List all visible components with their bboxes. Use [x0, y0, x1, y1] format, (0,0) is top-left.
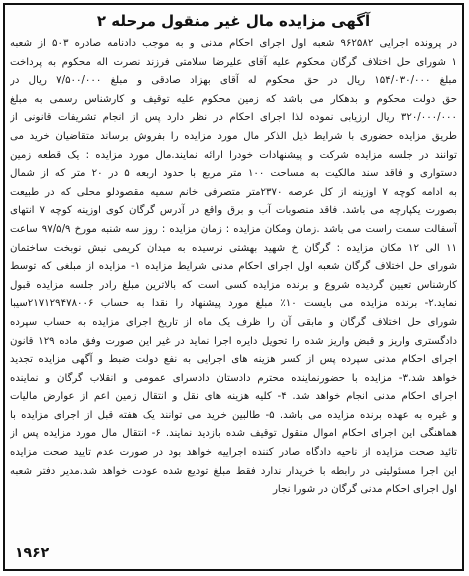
notice-line: تائید صحت مزایده از ناحیه دادگاه صادر کننده اجراییه خواهد بود در صورت عدم تایید صحت مزایده	[10, 447, 457, 459]
notice-line: کارشناس تعیین گردیده شروع و برنده مزایده کسی است که بالاترین مبلغ رادر جلسه مزایده قبول	[10, 279, 457, 291]
notice-line: دستواری و فاقد سند مالکیت به مساحت ۱۰۰ متر مربع با حدود اربعه ۵ در ۲۰ متر که از شمال	[10, 168, 457, 180]
notice-line: طریق مزایده حضوری با شرایط ذیل الذکر مال مورد مزایده را بفروش برساند متقاضیان خرید می	[10, 130, 457, 142]
notice-line: در پرونده اجرایی ۹۶۲۵۸۲ شعبه اول اجرای احکام مدنی و به موجب دادنامه صادره ۵۰۳ از شعبه	[10, 38, 457, 49]
notice-line: اجرای احکام مدنی انجام خواهد شد. ۴- کلیه هزینه های نقل و انتقال زمین اعم از عوارض مالیات	[10, 391, 457, 403]
notice-body	[10, 35, 457, 535]
notice-line: بصورت یکپارچه می باشد. فاقد منصوبات آب و برق واقع در آدرس گرگان کوی اوزینه کوچه ۷ انتهای	[10, 205, 457, 217]
notice-title: آگهی مزایده مال غیر منقول مرحله ۲	[96, 12, 371, 30]
notice-line: توانند در جلسه مزایده شرکت و پیشنهادات خودرا ارائه نمایند.مال مورد مزایده : یک قطعه زمین	[10, 149, 457, 161]
notice-line-signature: اول اجرای احکام مدنی گرگان در شورا نجار	[272, 484, 457, 496]
notice-line: خواهد شد.۳- مزایده با حضورنماینده محترم دادستان دادسرای عمومی و انقلاب گرگان و نماینده	[10, 372, 457, 384]
notice-line: ۱ شورای حل اختلاف گرگان محکوم علیه آقای علیرضا سلامتی فرزند نصرت اله محکوم به پرداخت	[10, 56, 457, 68]
notice-line: و غیره به عهده برنده مزایده می باشد. ۵- طالبین خرید می توانند یک هفته قبل از اجرای مزایده با	[10, 409, 457, 421]
notice-line: ۱۱ الی ۱۲ مکان مزایده : گرگان خ شهید بهشتی نرسیده به میدان کریمی نبش نوبخت ساختمان	[10, 242, 457, 254]
notice-line: دادگستری واریز و قبض واریز شده را تحویل دایره اجرا نماید در غیر این صورت وفق ماده ۱۲۹ قانون	[10, 335, 457, 347]
notice-line: آسفالت سمت راست می باشد .زمان ومکان مزایده : زمان مزایده : روز سه شنبه مورخ ۹۷/۵/۹ ساعت	[10, 223, 457, 235]
notice-line: این اجرا مسئولیتی در رابطه با خریدار ندارد فقط مبلغ تودیع شده عودت خواهد شد.مدیر دفتر شعبه	[10, 465, 457, 477]
notice-line: حق دولت محکوم و بدهکار می باشد که زمین محکوم علیه توقیف و کارشناس رسمی به مبلغ	[10, 93, 457, 105]
notice-frame	[3, 3, 464, 571]
notice-line: اجرای احکام مدنی سپرده پس از کسر هزینه های اجرایی به نفع دولت ضبط و آگهی مزایده تجدید	[10, 354, 457, 366]
notice-code: ۱۹۶۲	[15, 545, 50, 561]
notice-line: شورای حل اختلاف گرگان و مابقی آن را ظرف یک ماه از تاریخ اجرای مزایده به حساب سپرده	[10, 316, 457, 328]
notice-line: شورای حل اختلاف گرگان شعبه اول اجرای احکام مدنی شرایط مزایده ۱- مزایده از مبلغی که توسط	[10, 261, 457, 273]
notice-line: ۳۲۰/۰۰۰/۰۰۰ ریال ارزیابی نموده لذا اجرای احکام در نظر دارد پس از انجام تشریفات قانونی از	[10, 112, 457, 124]
notice-line: به ادامه کوچه ۷ اوزینه از کل عرصه ۲۳۷۰متر متصرفی خانم سمیه مقصودلو محلی که در طبیعت	[10, 186, 457, 198]
notice-line: مبلغ ۱۵۴/۰۳۰/۰۰۰ ریال در حق محکوم له آقای بهزاد صادقی و مبلغ ۷/۵۰۰/۰۰۰ ریال در	[10, 75, 457, 87]
notice-line: هماهنگی این اجرای احکام اموال منقول توقیف شده بازدید نمایند. ۶- انتقال مال مورد مزایده پس از	[10, 428, 457, 440]
notice-line: نماید.۲- برنده مزایده می بایست ۱۰٪ مبلغ مورد پیشنهاد را نقدا به حساب ۲۱۷۱۲۹۴۷۸۰۰۶سیبا	[10, 298, 457, 310]
